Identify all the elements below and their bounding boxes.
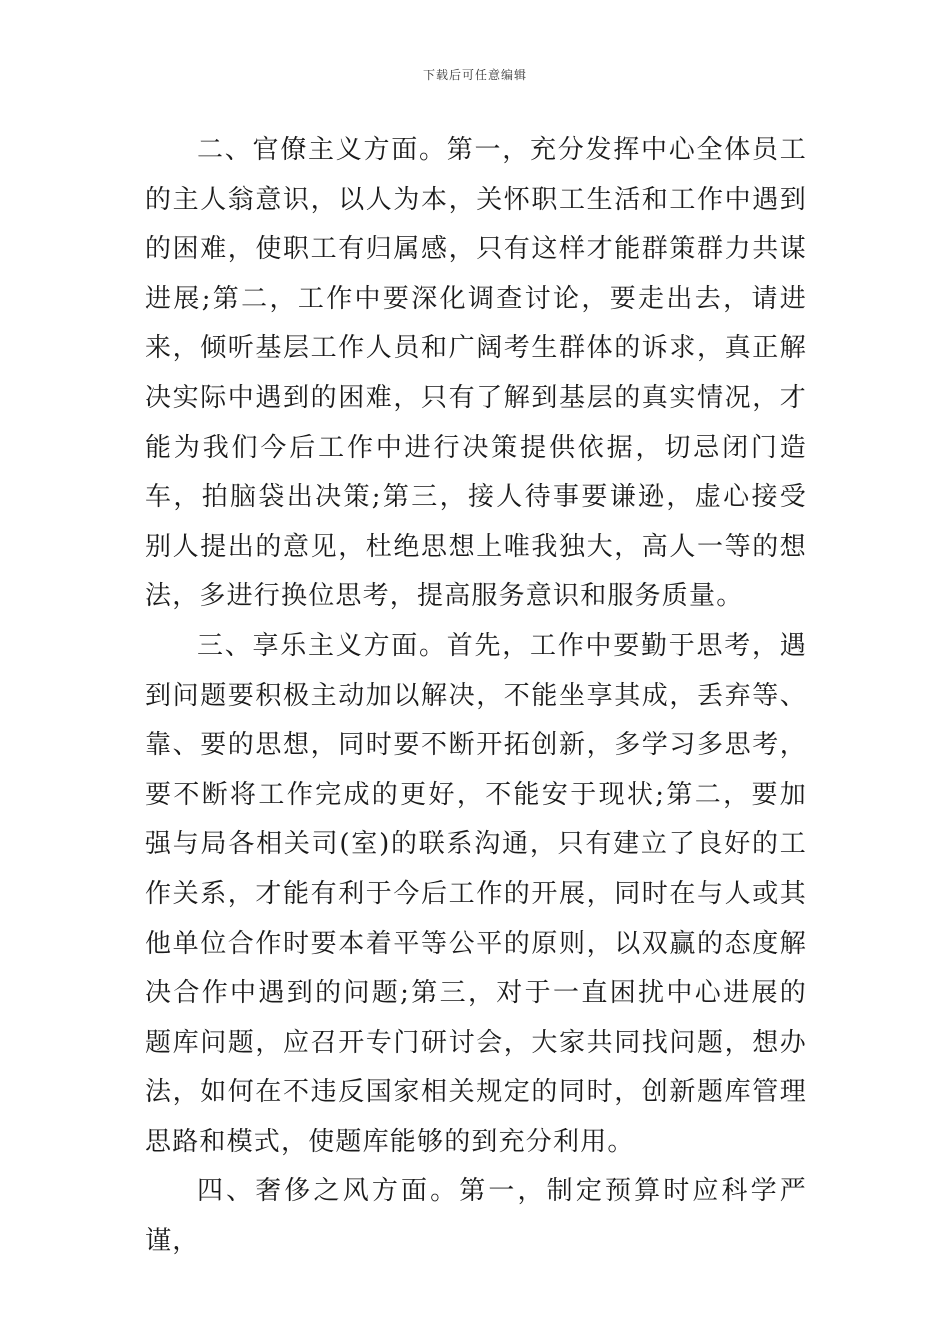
paragraph-bureaucratism: 二、官僚主义方面。第一，充分发挥中心全体员工的主人翁意识，以人为本，关怀职工生活和工作中遇到的困难，使职工有归属感，只有这样才能群策群力共谋进展;第二，工作中要深化调查讨论，要走出去，请进来，倾听基层工作人员和广阔考生群体的诉求，真正解决实际中遇到的困难，只有了解到基层的真实情况，才能为我们今后工作中进行决策提供依据，切忌闭门造车，拍脑袋出决策;第三，接人待事要谦逊，虚心接受别人提出的意见，杜绝思想上唯我独大，高人一等的想法，多进行换位思考，提高服务意识和服务质量。 xyxy=(145,135,807,612)
document-body xyxy=(145,126,807,1267)
paragraph-extravagance: 四、奢侈之风方面。第一，制定预算时应科学严谨， xyxy=(145,1176,807,1257)
paragraph-hedonism: 三、享乐主义方面。首先，工作中要勤于思考，遇到问题要积极主动加以解决，不能坐享其成，丢弃等、靠、要的思想，同时要不断开拓创新，多学习多思考，要不断将工作完成的更好，不能安于现状;第二，要加强与局各相关司(室)的联系沟通，只有建立了良好的工作关系，才能有利于今后工作的开展，同时在与人或其他单位合作时要本着平等公平的原则，以双赢的态度解决合作中遇到的问题;第三，对于一直困扰中心进展的题库问题，应召开专门研讨会，大家共同找问题，想办法，如何在不违反国家相关规定的同时，创新题库管理思路和模式，使题库能够的到充分利用。 xyxy=(145,630,807,1157)
page-header-note: 下载后可任意编辑 xyxy=(422,68,527,82)
